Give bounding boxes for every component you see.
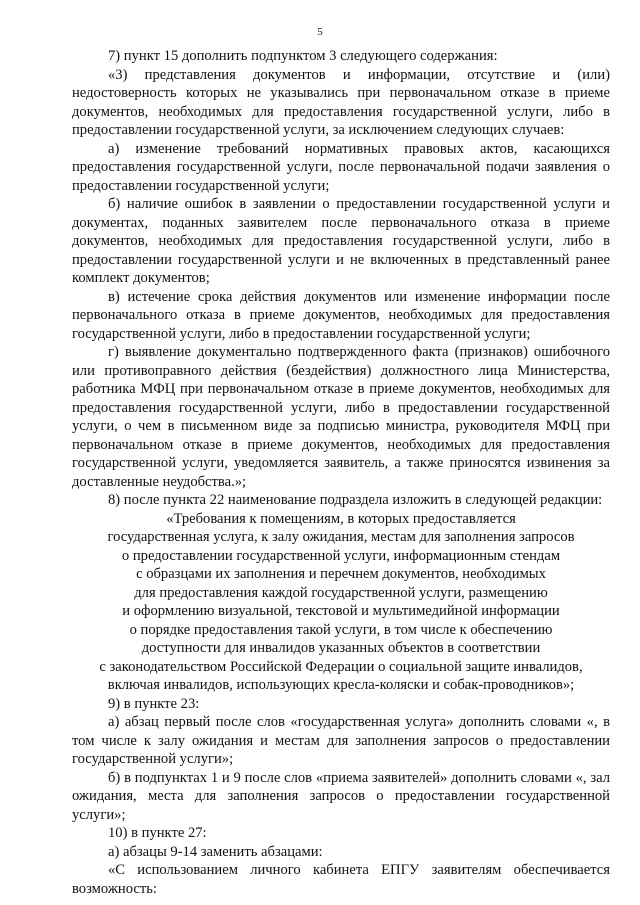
paragraph-item9-b: б) в подпунктах 1 и 9 после слов «приема заявителей» дополнить словами «, зал ожидания, места для заполнения запросов о предоставлении государственной услуги»; xyxy=(72,769,610,823)
heading-line: с образцами их заполнения и перечнем документов, необходимых xyxy=(136,566,546,582)
paragraph-subitem3: «3) представления документов и информации, отсутствие и (или) недостоверность которых не указывались при первоначальном отказе в приеме документов, необходимых для предоставления государственной услуги, либо в предоставлении государственной услуги, за исключением следующих случаев: xyxy=(72,66,610,138)
paragraph-item9: 9) в пункте 23: xyxy=(108,695,200,712)
heading-line: доступности для инвалидов указанных объектов в соответствии xyxy=(141,640,541,656)
paragraph-item7: 7) пункт 15 дополнить подпунктом 3 следующего содержания: xyxy=(108,48,498,64)
paragraph-item10-a: а) абзацы 9-14 заменить абзацами: xyxy=(108,843,323,860)
paragraph-case-b: б) наличие ошибок в заявлении о предоставлении государственной услуги и документах, поданных заявителем после первоначального отказа в приеме документов, необходимых для предоставления государственной услуги, либо в предоставлении государственной услуги и не включенных в представленный ранее комплект документов; xyxy=(72,196,610,286)
heading-line: с законодательством Российской Федерации о социальной защите инвалидов, xyxy=(99,658,583,675)
paragraph-case-v: в) истечение срока действия документов или изменение информации после первоначального отказа в приеме документов, необходимых для предоставления государственной услуги, либо в предоставлении государственной услуги; xyxy=(72,288,610,342)
heading-line: государственная услуга, к залу ожидания, местам для заполнения запросов xyxy=(107,529,575,545)
heading-line: включая инвалидов, использующих кресла-коляски и собак-проводников»; xyxy=(107,677,575,693)
page-number: 5 xyxy=(317,26,323,38)
document-body xyxy=(72,47,610,898)
paragraph-case-a: а) изменение требований нормативных правовых актов, касающихся предоставления государственной услуги, после первоначальной подачи заявления о предоставлении государственной услуги; xyxy=(72,140,610,194)
paragraph-case-g: г) выявление документально подтвержденного факта (признаков) ошибочного или противоправного действия (бездействия) должностного лица Министерства, работника МФЦ при первоначальном отказе в приеме документов, необходимых для предоставления государственной услуги, либо в предоставлении государственной услуги, о чем в письменном виде за подписью министра, руководителя МФЦ при первоначальном отказе в приеме документов, необходимых для предоставления государственной услуги, уведомляется заявитель, а также приносятся извинения за доставленные неудобства.»; xyxy=(72,344,610,490)
paragraph-item9-a: а) абзац первый после слов «государственная услуга» дополнить словами «, в том числе к залу ожидания и местам для заполнения запросов о предоставлении государственной услуги»; xyxy=(72,714,610,767)
paragraph-item10: 10) в пункте 27: xyxy=(108,825,207,841)
heading-line: для предоставления каждой государственной услуги, размещению xyxy=(134,584,548,601)
heading-line: «Требования к помещениям, в которых предоставляется xyxy=(166,510,516,527)
heading-line: о порядке предоставления такой услуги, в том числе к обеспечению xyxy=(129,621,553,638)
heading-line: и оформлению визуальной, текстовой и мультимедийной информации xyxy=(122,603,560,619)
heading-line: о предоставлении государственной услуги, информационным стендам xyxy=(121,547,561,564)
paragraph-epgu: «С использованием личного кабинета ЕПГУ заявителям обеспечивается возможность: xyxy=(72,862,610,897)
paragraph-item8: 8) после пункта 22 наименование подраздела изложить в следующей редакции: xyxy=(108,492,603,508)
